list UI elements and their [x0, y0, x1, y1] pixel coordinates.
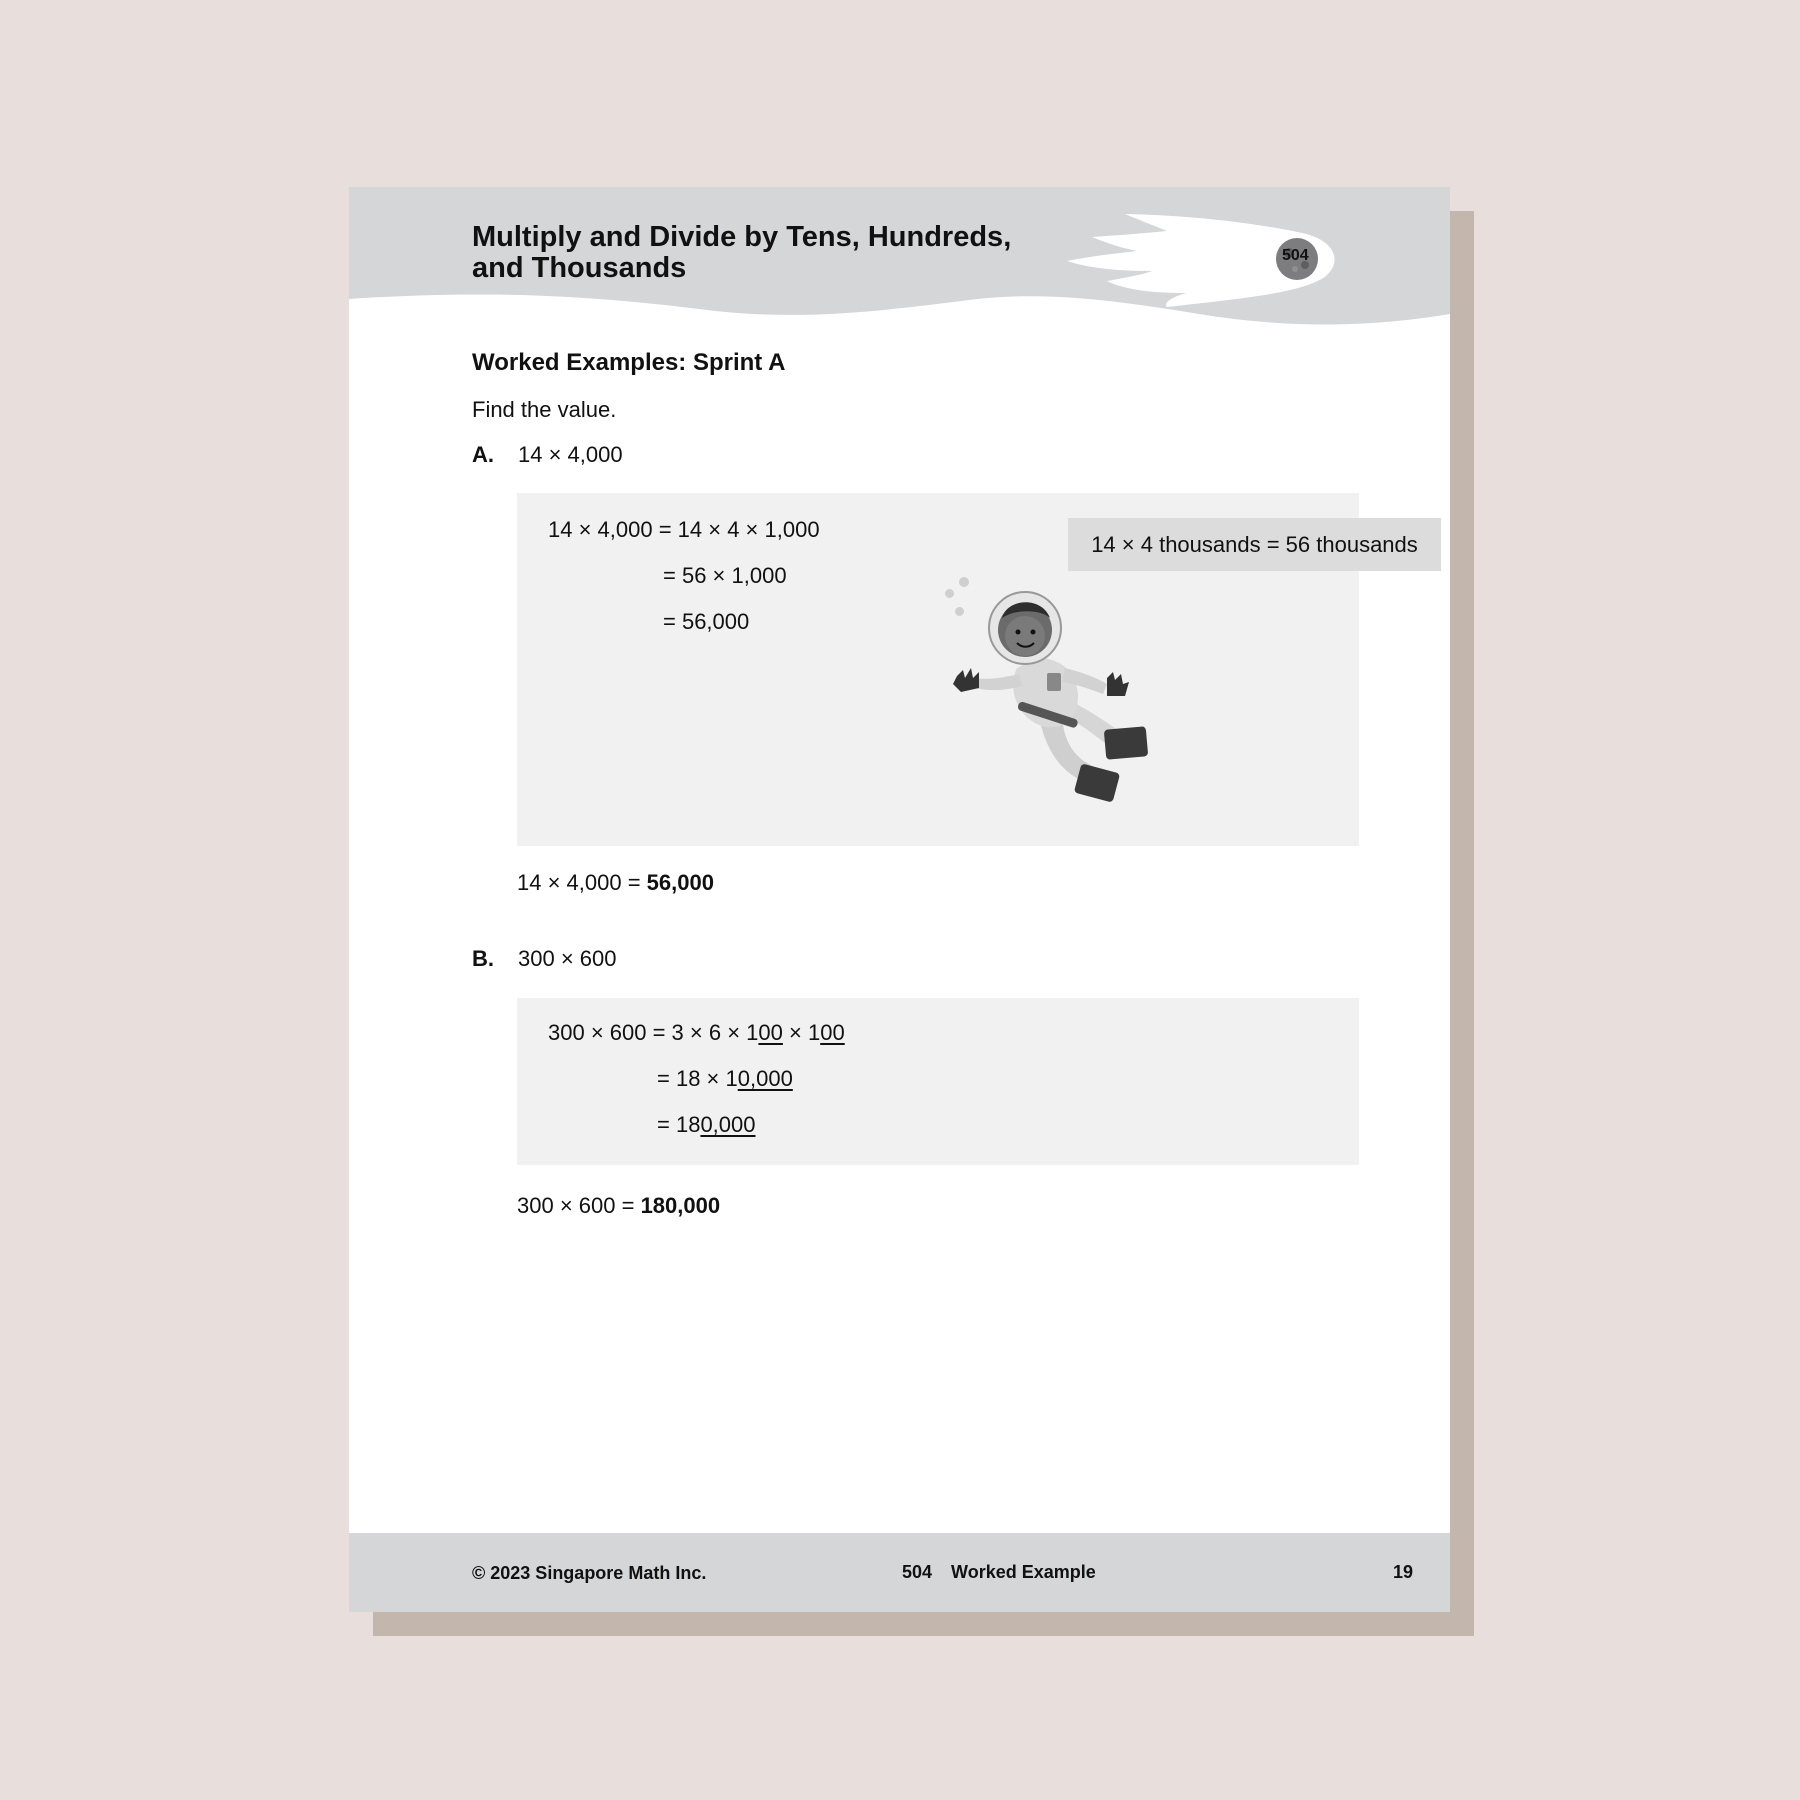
underlined-zeros: 00	[820, 1020, 845, 1045]
section-heading: Worked Examples: Sprint A	[472, 349, 786, 376]
problem-a-work-line-1: 14 × 4,000 = 14 × 4 × 1,000	[548, 517, 820, 542]
problem-b-answer-value: 180,000	[640, 1193, 721, 1218]
header-lesson-number: 504	[1282, 247, 1309, 264]
problem-b	[472, 946, 616, 972]
work-text: × 1	[782, 1020, 821, 1045]
problem-a-work-box	[517, 493, 1418, 846]
work-text: = 18 × 1	[657, 1066, 738, 1091]
problem-b-work-line-2	[657, 1066, 793, 1092]
page-title	[472, 222, 1072, 284]
problem-b-work-line-3	[657, 1112, 756, 1138]
problem-a-answer	[517, 870, 714, 896]
problem-a-work-line-2: = 56 × 1,000	[663, 563, 787, 588]
footer-copyright: © 2023 Singapore Math Inc.	[472, 1563, 707, 1583]
thought-dot	[959, 577, 969, 587]
work-text: = 18	[657, 1112, 701, 1137]
problem-b-work-line-1	[548, 1020, 845, 1046]
footer-page-number: 19	[1393, 1562, 1414, 1582]
footer-lesson	[902, 1562, 1096, 1583]
footer-lesson-code: 504	[902, 1562, 933, 1582]
problem-a-expression: 14 × 4,000	[518, 442, 623, 467]
problem-b-work-box	[517, 998, 1359, 1165]
instruction-text: Find the value.	[472, 397, 617, 422]
footer-lesson-label: Worked Example	[951, 1562, 1096, 1582]
problem-a-letter: A.	[472, 442, 494, 467]
problem-b-answer	[517, 1193, 720, 1219]
problem-b-answer-prefix: 300 × 600 =	[517, 1193, 641, 1218]
underlined-zeros: 0,000	[700, 1112, 756, 1137]
problem-a-work-line-3: = 56,000	[663, 609, 750, 634]
title-line-2: and Thousands	[472, 252, 687, 284]
title-line-1: Multiply and Divide by Tens, Hundreds,	[472, 221, 1012, 253]
underlined-zeros: 00	[758, 1020, 783, 1045]
page-footer	[349, 1533, 1450, 1612]
work-text: 300 × 600 = 3 × 6 × 1	[548, 1020, 759, 1045]
problem-b-letter: B.	[472, 946, 494, 971]
thought-bubble: 14 × 4 thousands = 56 thousands	[1068, 518, 1441, 571]
worksheet-page	[349, 187, 1450, 1612]
problem-b-expression: 300 × 600	[518, 946, 617, 971]
page-header	[349, 187, 1450, 327]
astronaut-icon	[947, 588, 1177, 818]
problem-a-answer-prefix: 14 × 4,000 =	[517, 870, 647, 895]
problem-a	[472, 442, 623, 468]
problem-a-answer-value: 56,000	[646, 870, 714, 895]
underlined-zeros: 0,000	[737, 1066, 793, 1091]
